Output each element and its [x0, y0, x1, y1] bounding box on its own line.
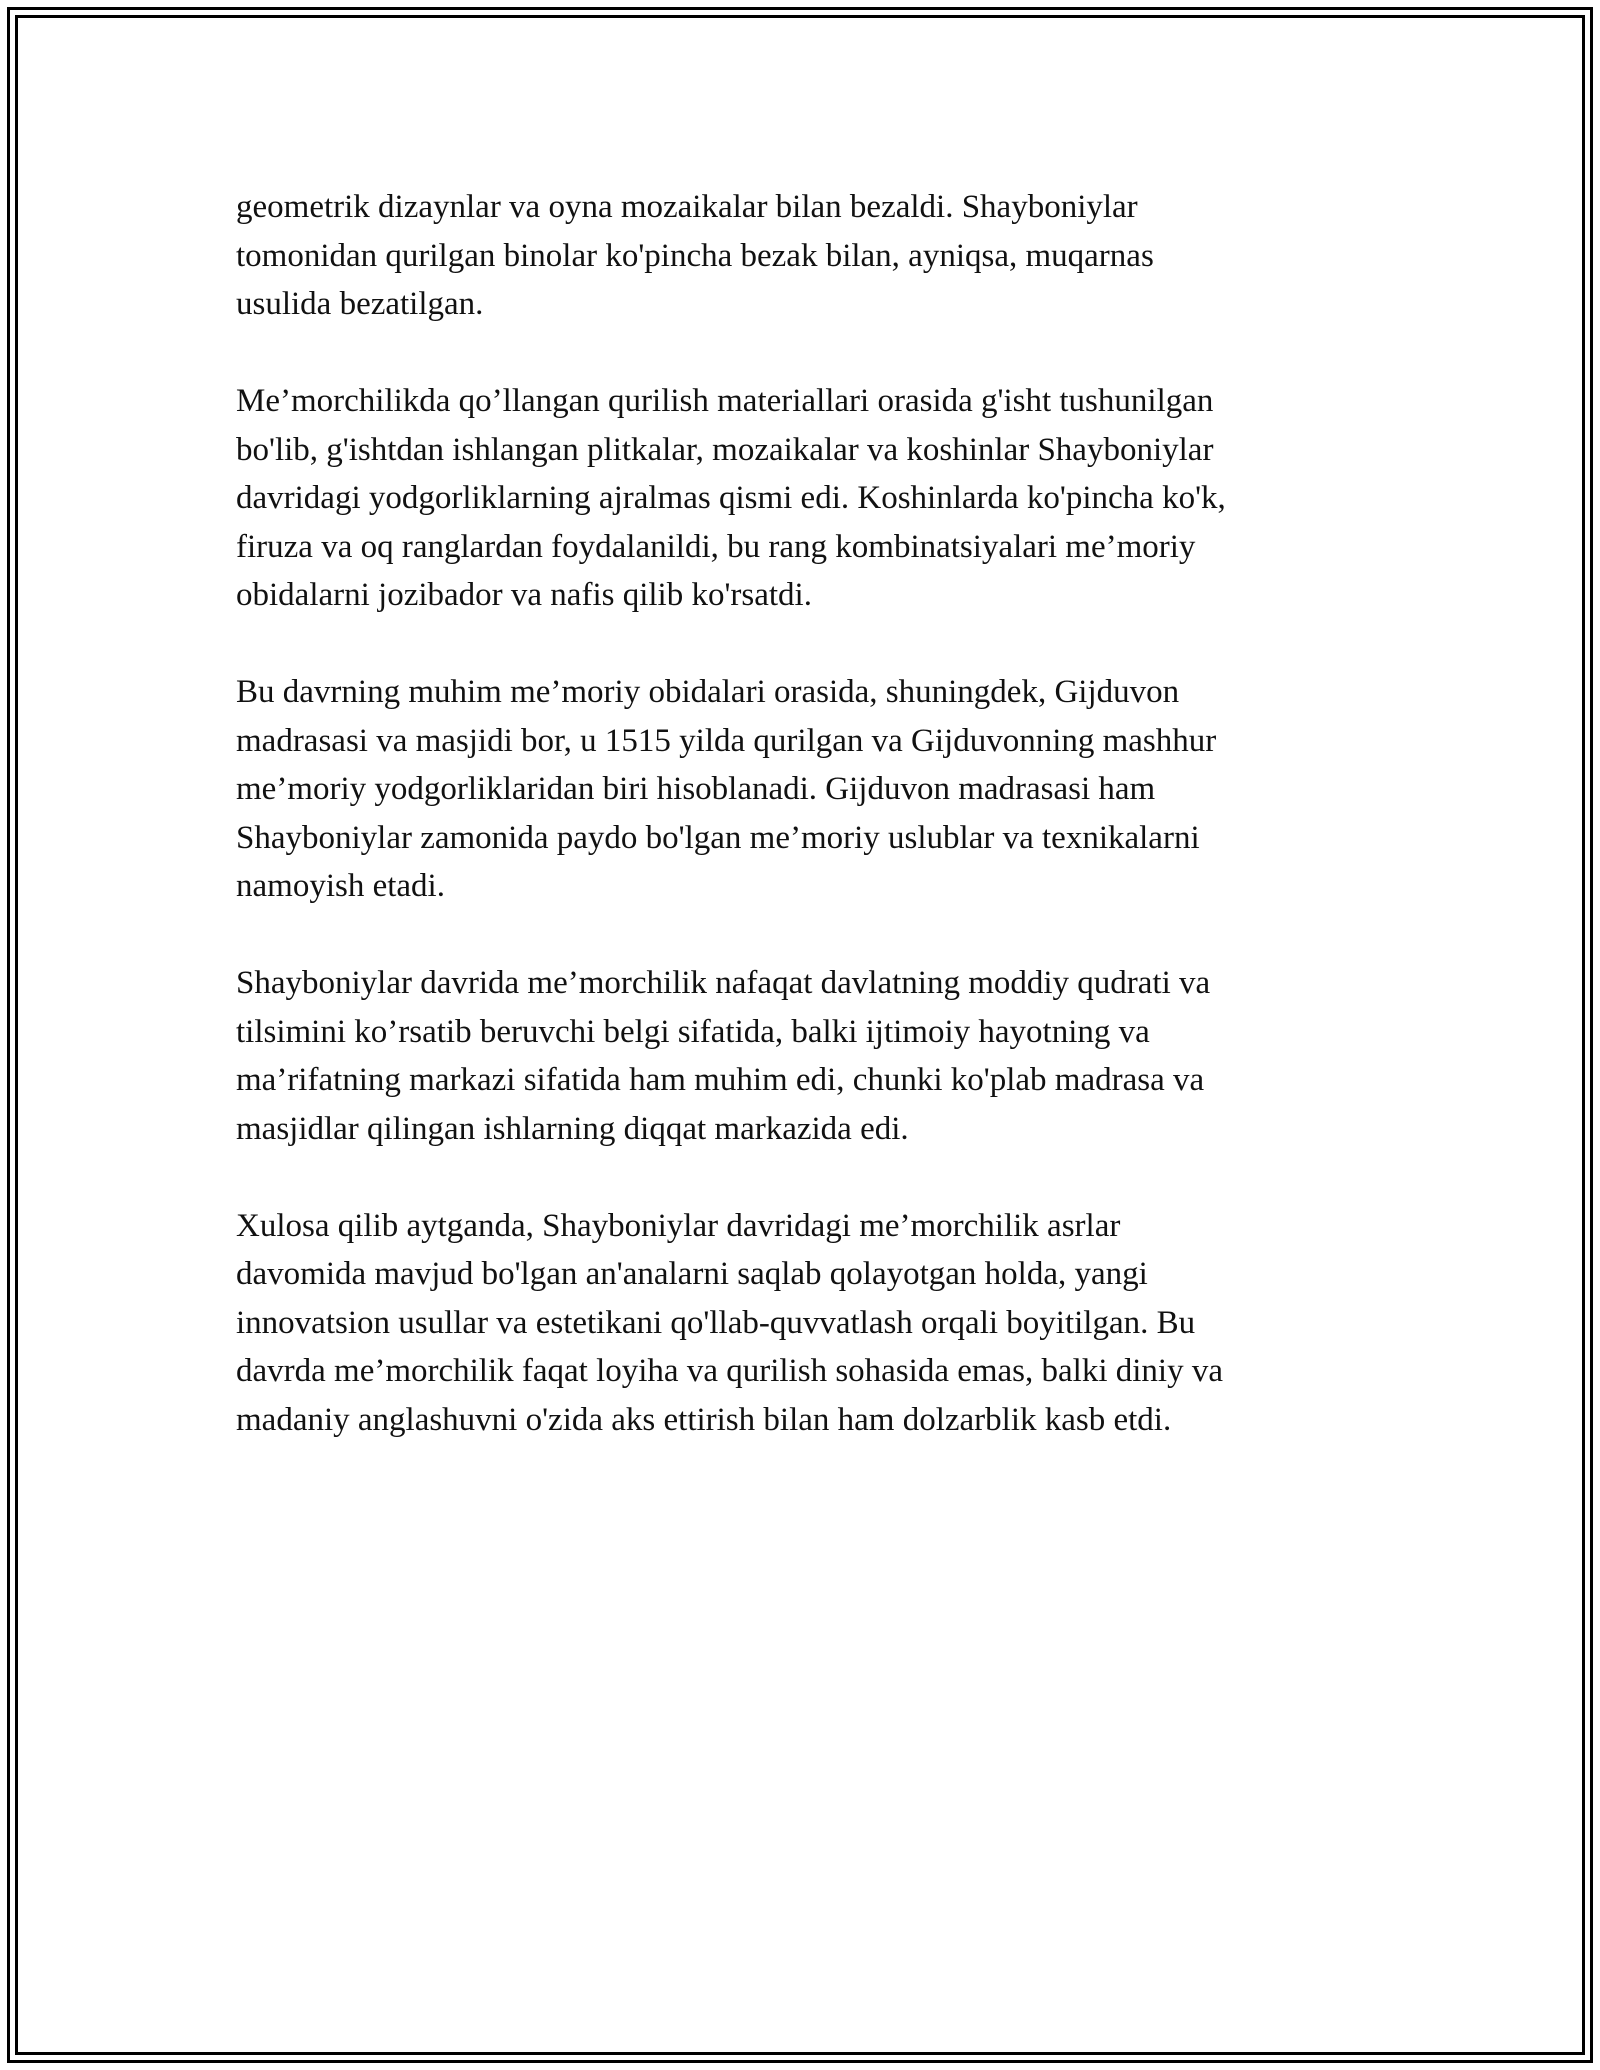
paragraph-4: Shayboniylar davrida me’morchilik nafaqat davlatning moddiy qudrati va tilsimini ko’rsatib beruvchi belgi sifatida, balki ijtimoiy hayotning va ma’rifatning markazi sifatida ham muhim edi, chunki ko'plab madrasa va masjidlar qilingan ishlarning diqqat markazida edi. — [236, 965, 1211, 1147]
paragraph-5: Xulosa qilib aytganda, Shayboniylar davridagi me’morchilik asrlar davomida mavjud bo'lgan an'analarni saqlab qolayotgan holda, yangi innovatsion usullar va estetikani qo'llab-quvvatlash orqali boyitilgan. Bu davrda me’morchilik faqat loyiha va qurilish sohasida emas, balki diniy va madaniy anglashuvni o'zida aks ettirish bilan ham dolzarblik kasb etdi. — [236, 1207, 1223, 1438]
document-body — [236, 183, 1356, 1493]
paragraph-1: geometrik dizaynlar va oyna mozaikalar bilan bezaldi. Shayboniylar tomonidan qurilgan binolar ko'pincha bezak bilan, ayniqsa, muqarnas usulida bezatilgan. — [236, 189, 1154, 322]
paragraph-3: Bu davrning muhim me’moriy obidalari orasida, shuningdek, Gijduvon madrasasi va masjidi bor, u 1515 yilda qurilgan va Gijduvonning mashhur me’moriy yodgorliklaridan biri hisoblanadi. Gijduvon madrasasi ham Shayboniylar zamonida paydo bo'lgan me’moriy uslublar va texnikalarni namoyish etadi. — [236, 674, 1217, 904]
paragraph-2: Me’morchilikda qo’llangan qurilish materiallari orasida g'isht tushunilgan bo'lib, g'ishtdan ishlangan plitkalar, mozaikalar va koshinlar Shayboniylar davridagi yodgorliklarning ajralmas qismi edi. Koshinlarda ko'pincha ko'k, firuza va oq ranglardan foydalanildi, bu rang kombinatsiyalari me’moriy obidalarni jozibador va nafis qilib ko'rsatdi. — [236, 383, 1226, 613]
